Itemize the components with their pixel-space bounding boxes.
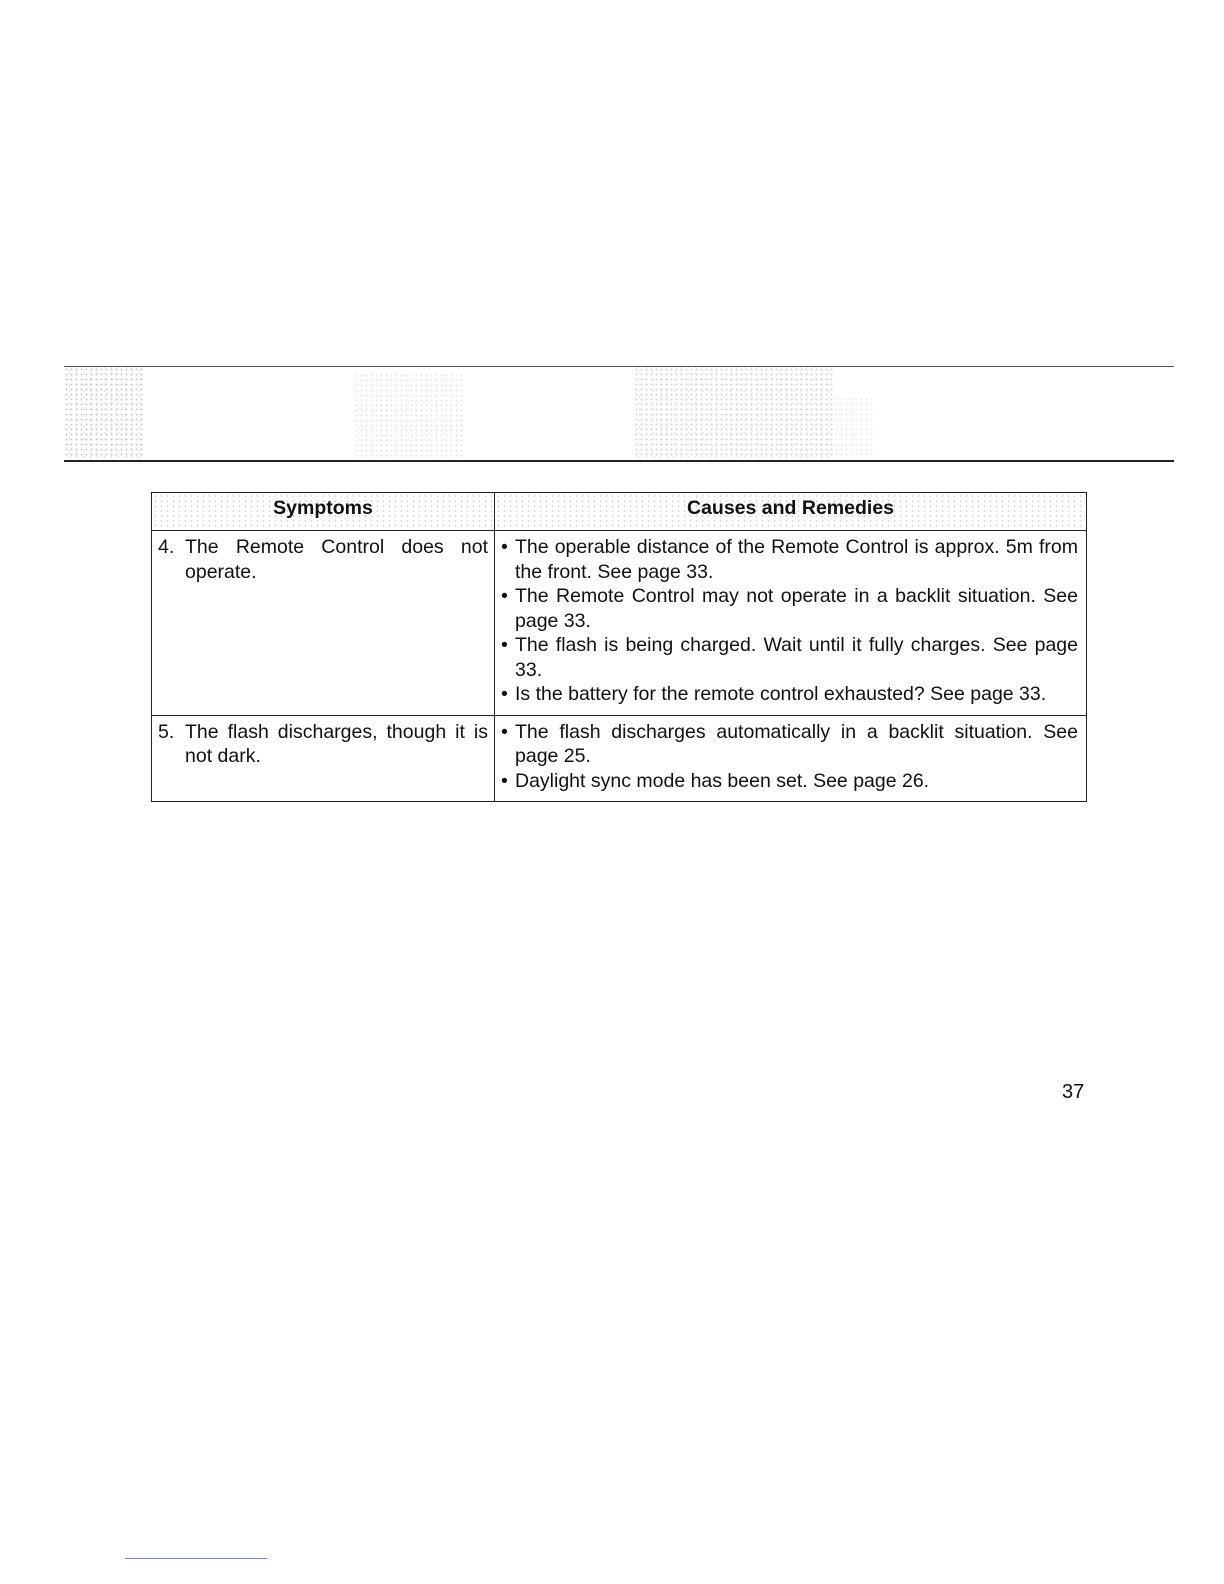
remedy-item: • The Remote Control may not operate in a backlit situation. See page 33.: [501, 584, 1078, 633]
symptom-text: The flash discharges, though it is not dark.: [185, 720, 488, 767]
troubleshooting-table: [151, 492, 1087, 802]
remedy-item: • The flash is being charged. Wait until it fully charges. See page 33.: [501, 633, 1078, 682]
header-texture: [64, 367, 144, 459]
header-texture: [834, 397, 874, 457]
page-number: 37: [1062, 1081, 1085, 1103]
remedy-item: • Is the battery for the remote control exhausted? See page 33.: [501, 682, 1078, 707]
table-row: [152, 715, 1087, 802]
symptom-cell: [152, 531, 495, 716]
remedies-cell: [495, 715, 1087, 802]
remedy-item: • The operable distance of the Remote Control is approx. 5m from the front. See page 33.: [501, 535, 1078, 584]
header-texture: [354, 373, 464, 457]
header-band: [64, 366, 1174, 462]
header-texture: [634, 367, 834, 459]
remedy-item: • Daylight sync mode has been set. See page 26.: [501, 769, 1078, 794]
symptoms-header: Symptoms: [152, 493, 495, 531]
symptom-number: 5.: [158, 720, 175, 743]
causes-header: Causes and Remedies: [495, 493, 1087, 531]
symptom-text: The Remote Control does not operate.: [185, 536, 488, 583]
remedy-item: • The flash discharges automatically in a backlit situation. See page 25.: [501, 720, 1078, 769]
remedies-list: [501, 535, 1078, 707]
footer-rule: [125, 1558, 267, 1559]
table-row: [152, 531, 1087, 716]
symptom-number: 4.: [158, 536, 175, 558]
remedies-cell: [495, 531, 1087, 716]
remedies-list: [501, 720, 1078, 794]
symptom-cell: [152, 715, 495, 802]
table-header-row: [152, 493, 1087, 531]
